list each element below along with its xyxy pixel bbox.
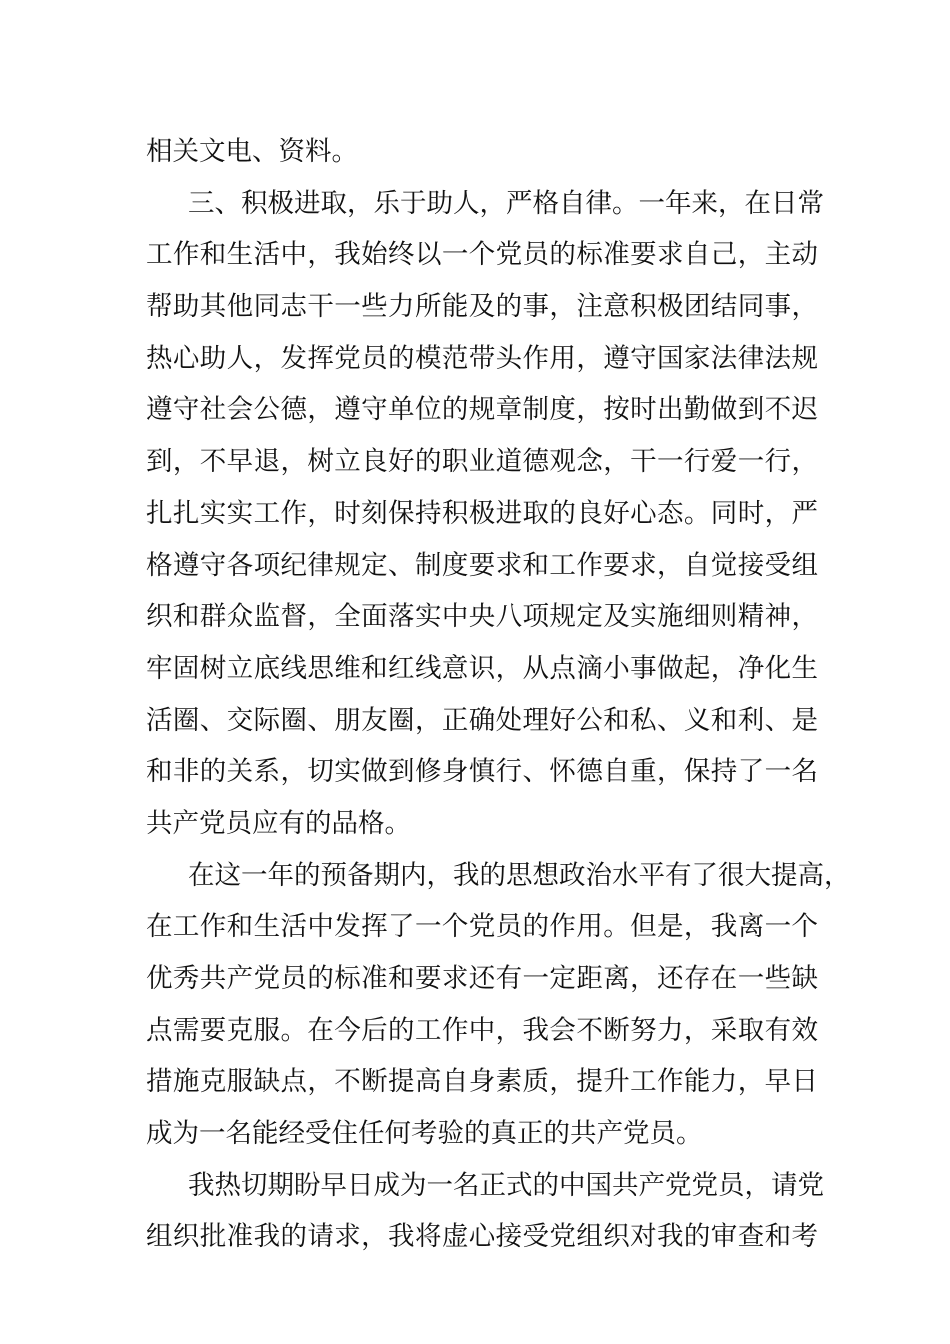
paragraph-first-line: 在这一年的预备期内，我的思想政治水平有了很大提高，: [188, 859, 851, 891]
text-line: 共产党员应有的品格。: [146, 807, 411, 839]
text-line: 相关文电、资料。: [146, 136, 358, 167]
text-line: 格遵守各项纪律规定、制度要求和工作要求，自觉接受组: [146, 549, 818, 581]
text-line: 工作和生活中，我始终以一个党员的标准要求自己，主动: [146, 239, 818, 271]
text-line: 和非的关系，切实做到修身慎行、怀德自重，保持了一名: [146, 756, 818, 788]
document-body: [146, 126, 851, 1263]
text-line: 优秀共产党员的标准和要求还有一定距离，还存在一些缺: [146, 963, 818, 994]
text-line: 牢固树立底线思维和红线意识，从点滴小事做起，净化生: [146, 652, 818, 684]
text-line: 到，不早退，树立良好的职业道德观念，干一行爱一行，: [146, 446, 818, 478]
text-line: 点需要克服。在今后的工作中，我会不断努力，采取有效: [146, 1014, 818, 1046]
text-line: 织和群众监督，全面落实中央八项规定及实施细则精神，: [146, 601, 818, 633]
text-line: 扎扎实实工作，时刻保持积极进取的良好心态。同时，严: [146, 497, 818, 529]
text-line: 遵守社会公德，遵守单位的规章制度，按时出勤做到不迟: [146, 394, 818, 426]
text-line: 成为一名能经受住任何考验的真正的共产党员。: [146, 1118, 703, 1150]
text-line: 热心助人，发挥党员的模范带头作用，遵守国家法律法规: [146, 342, 818, 374]
text-line: 组织批准我的请求，我将虚心接受党组织对我的审查和考: [146, 1221, 818, 1253]
text-line: 措施克服缺点，不断提高自身素质，提升工作能力，早日: [146, 1066, 818, 1098]
paragraph-first-line: 我热切期盼早日成为一名正式的中国共产党党员，请党: [188, 1169, 824, 1201]
paragraph-first-line: 三、积极进取，乐于助人，严格自律。一年来，在日常: [188, 187, 824, 219]
text-line: 帮助其他同志干一些力所能及的事，注意积极团结同事，: [146, 291, 818, 323]
text-line: 活圈、交际圈、朋友圈，正确处理好公和私、义和利、是: [146, 704, 818, 736]
text-line: 在工作和生活中发挥了一个党员的作用。但是，我离一个: [146, 911, 818, 943]
